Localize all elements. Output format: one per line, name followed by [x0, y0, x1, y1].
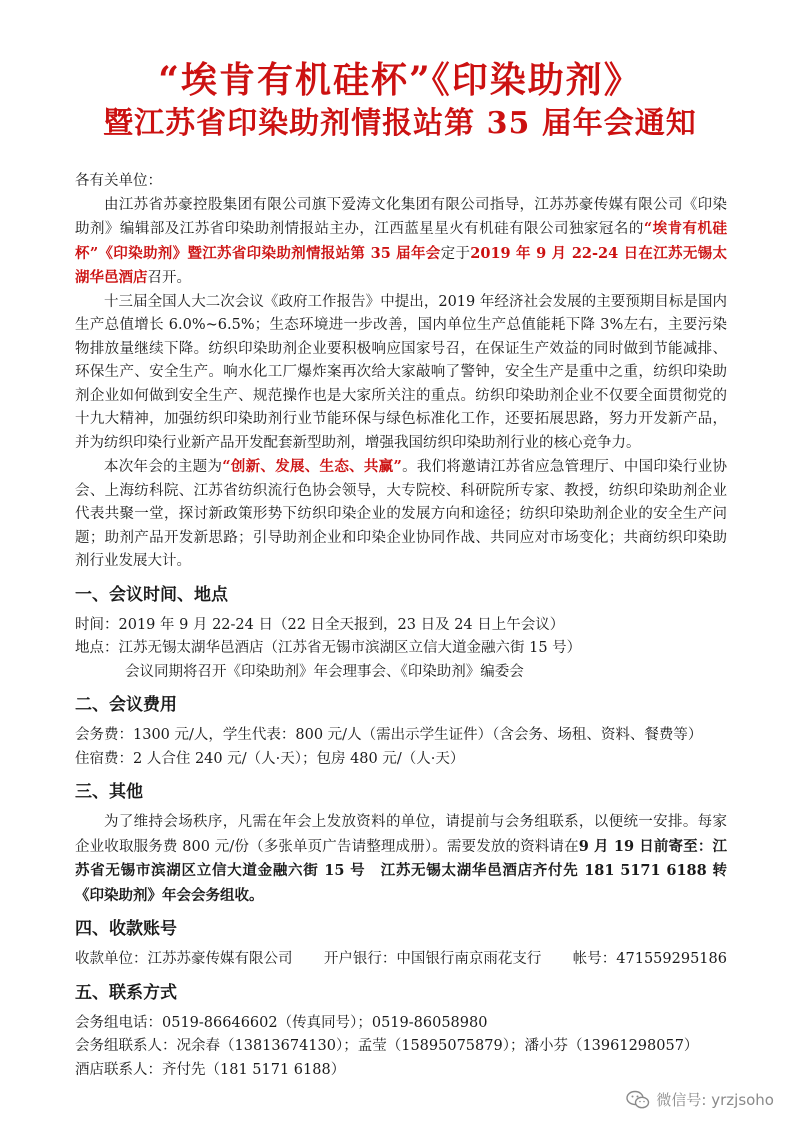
meeting-note: 会议同期将召开《印染助剂》年会理事会、《印染助剂》编委会 [125, 663, 524, 680]
section-heading-contact: 五、联系方式 [75, 982, 177, 1003]
intro-text-2: 定于 [440, 245, 471, 262]
intro-text-1: 由江苏省苏豪控股集团有限公司旗下爱涛文化集团有限公司指导，江苏苏豪传媒有限公司《印染助剂》编辑部及江苏省印染助剂情报站主办，江西蓝星星火有机硅有限公司独家冠名的 [75, 196, 727, 237]
intro-text-3: 召开。 [147, 270, 191, 286]
account-number: 帐号：471559295186 [572, 951, 727, 967]
meeting-place: 地点：江苏无锡太湖华邑酒店（江苏省无锡市滨湖区立信大道金融六街 15 号） [75, 640, 582, 656]
theme-highlight: “创新、发展、生态、共赢” [222, 458, 402, 475]
intro-date-venue: 2019 年 9 月 22-24 日在江苏无锡太湖华邑酒店 [75, 244, 727, 286]
contact-persons: 会务组联系人：况余春（13813674130）；孟莹（15895075879）；潘小芬（13961298057） [75, 1038, 699, 1054]
notice-body [75, 170, 727, 1082]
hotel-contact: 酒店联系人：齐付先（181 5171 6188） [75, 1061, 346, 1078]
paragraph-background: 十三届全国人大二次会议《政府工作报告》中提出，2019 年经济社会发展的主要预期目标是国内生产总值增长 6.0%~6.5%；生态环境进一步改善，国内单位生产总值能耗下降 3%左右，主要污染物排放量继续下降。纺织印染助剂企业要积极响应国家号召，在保证生产效益的同时做到节能减排、环保生产、安全生产。响水化工厂爆炸案再次给大家敲响了警钟，安全生产是重中之重，纺织印染助剂企业如何做到安全生产、规范操作也是大家所关注的重点。纺织印染助剂企业不仅要全面贯彻党的十九大精神，加强纺织印染助剂行业节能环保与绿色标准化工作，还要拓展思路，努力开发新产品，并为纺织印染行业新产品开发配套新型助剂，增强我国纺织印染助剂行业的核心竞争力。 [75, 293, 727, 451]
other-text: 为了维持会场秩序，凡需在年会上发放资料的单位，请提前与会务组联系，以便统一安排。每家企业收取服务费 800 元/份（多张单页广告请整理成册）。需要发放的资料请在 [75, 814, 727, 855]
other-mailing-address: 9 月 19 日前寄至：江苏省无锡市滨湖区立信大道金融六街 15 号 江苏无锡太湖华邑酒店齐付先 181 5171 6188 转《印染助剂》年会会务组收。 [75, 837, 727, 904]
meeting-time: 时间：2019 年 9 月 22-24 日（22 日全天报到，23 日及 24 日上午会议） [75, 616, 565, 633]
section-heading-time-place: 一、会议时间、地点 [75, 584, 228, 605]
salutation: 各有关单位： [75, 173, 162, 189]
title-line-1: “埃肯有机硅杯”《印染助剂》 [158, 59, 642, 101]
bank: 开户银行：中国银行南京雨花支行 [323, 951, 542, 967]
section-heading-fees: 二、会议费用 [75, 695, 177, 715]
intro-event-name: “埃肯有机硅杯”《印染助剂》暨江苏省印染助剂情报站第 35 届年会 [75, 220, 727, 262]
wechat-icon [626, 1090, 650, 1110]
title-line-2: 暨江苏省印染助剂情报站第 35 届年会通知 [103, 106, 697, 141]
theme-text-1: 本次年会的主题为 [104, 459, 223, 475]
contact-phone: 会务组电话：0519-86646602（传真同号）；0519-86058980 [75, 1014, 488, 1031]
paragraph-theme [75, 455, 727, 574]
account-row [75, 948, 727, 972]
paragraph-intro [75, 194, 727, 291]
other-paragraph [75, 811, 727, 908]
section-heading-account: 四、收款账号 [75, 919, 177, 939]
theme-text-2: 。我们将邀请江苏省应急管理厅、中国印染行业协会、上海纺科院、江苏省纺织流行色协会领导，大专院校、科研院所专家、教授，纺织印染助剂企业代表共聚一堂，探讨新政策形势下纺织印染企业的发展方向和途径；纺织印染助剂企业的安全生产问题；助剂产品开发新思路；引导助剂企业和印染企业协同作战、共同应对市场变化；共商纺织印染助剂行业发展大计。 [75, 459, 727, 569]
payee: 收款单位：江苏苏豪传媒有限公司 [75, 951, 293, 967]
conference-fee: 会务费：1300 元/人，学生代表：800 元/人（需出示学生证件）（含会务、场租、资料、餐费等） [75, 727, 703, 743]
lodging-fee: 住宿费：2 人合住 240 元/（人·天）；包房 480 元/（人·天） [75, 750, 465, 767]
section-heading-other: 三、其他 [75, 782, 143, 802]
watermark-text: 微信号: yrzjsoho [656, 1091, 774, 1109]
watermark [626, 1089, 774, 1110]
